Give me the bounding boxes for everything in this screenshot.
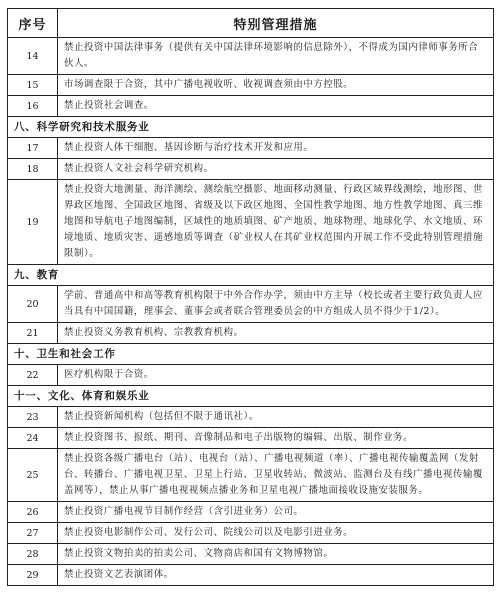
row-measure-text: 学前、普通高中和高等教育机构限于中外合作办学，须由中方主导（校长或者主要行政负责人应当具有中国国籍，理事会、董事会或者联合管理委员会的中方组成人员不得少于1/2）。: [58, 286, 494, 323]
section-heading: 八、科学研究和技术服务业: [8, 117, 494, 138]
section-heading-row: [8, 265, 494, 286]
row-measure-text: 市场调查限于合资，其中广播电视收听、收视调查须由中方控股。: [58, 75, 494, 96]
table-row: [8, 428, 494, 449]
row-measure-text: 禁止投资各级广播电台（站）、电视台（站）、广播电视频道（率）、广播电视传输覆盖网（发射台、转播台、广播电视卫星、卫星上行站、卫星收转站、微波站、监测台及有线广播电视传输覆盖网等），禁止从事广播电视视频点播业务和卫星电视广播地面接收设施安装服务。: [58, 449, 494, 502]
table-row: [8, 75, 494, 96]
table-row: [8, 286, 494, 323]
table-row: [8, 407, 494, 428]
row-serial-number: 14: [8, 38, 58, 75]
row-measure-text: 禁止投资文艺表演团体。: [58, 565, 494, 586]
row-serial-number: 23: [8, 407, 58, 428]
table-row: [8, 38, 494, 75]
table-row: [8, 449, 494, 502]
row-serial-number: 27: [8, 523, 58, 544]
row-serial-number: 22: [8, 365, 58, 386]
row-measure-text: 禁止投资大地测量、海洋测绘、测绘航空摄影、地面移动测量、行政区域界线测绘，地形图、世界政区地图、全国政区地图、省级及以下政区地图、全国性教学地图、地方性教学地图、真三维地图和导航电子地图编制，区域性的地质填图、矿产地质、地球物理、地球化学、水文地质、环境地质、地质灾害、遥感地质等调查（矿业权人在其矿业权范围内开展工作不受此特别管理措施限制）。: [58, 180, 494, 265]
row-serial-number: 19: [8, 180, 58, 265]
row-measure-text: 禁止投资新闻机构（包括但不限于通讯社）。: [58, 407, 494, 428]
section-heading-row: [8, 117, 494, 138]
table-row: [8, 565, 494, 586]
row-serial-number: 28: [8, 544, 58, 565]
table-row: [8, 323, 494, 344]
table-row: [8, 159, 494, 180]
row-serial-number: 16: [8, 96, 58, 117]
row-measure-text: 医疗机构限于合资。: [58, 365, 494, 386]
row-serial-number: 17: [8, 138, 58, 159]
section-heading: 十、卫生和社会工作: [8, 344, 494, 365]
table-body: [8, 38, 494, 586]
row-serial-number: 29: [8, 565, 58, 586]
table-row: [8, 365, 494, 386]
row-measure-text: 禁止投资中国法律事务（提供有关中国法律环境影响的信息除外），不得成为国内律师事务所合伙人。: [58, 38, 494, 75]
table-row: [8, 96, 494, 117]
section-heading: 九、教育: [8, 265, 494, 286]
table-header-row: [8, 9, 494, 38]
row-measure-text: 禁止投资广播电视节目制作经营（含引进业务）公司。: [58, 502, 494, 523]
table-row: [8, 138, 494, 159]
document-page: [7, 8, 493, 586]
row-measure-text: 禁止投资义务教育机构、宗教教育机构。: [58, 323, 494, 344]
header-special-measures: 特别管理措施: [58, 9, 494, 38]
row-serial-number: 25: [8, 449, 58, 502]
row-serial-number: 26: [8, 502, 58, 523]
section-heading-row: [8, 344, 494, 365]
row-measure-text: 禁止投资人文社会科学研究机构。: [58, 159, 494, 180]
row-measure-text: 禁止投资文物拍卖的拍卖公司、文物商店和国有文物博物馆。: [58, 544, 494, 565]
row-serial-number: 18: [8, 159, 58, 180]
row-serial-number: 20: [8, 286, 58, 323]
row-serial-number: 21: [8, 323, 58, 344]
section-heading: 十一、文化、体育和娱乐业: [8, 386, 494, 407]
row-serial-number: 24: [8, 428, 58, 449]
row-measure-text: 禁止投资人体干细胞、基因诊断与治疗技术开发和应用。: [58, 138, 494, 159]
table-row: [8, 502, 494, 523]
table-row: [8, 544, 494, 565]
table-row: [8, 523, 494, 544]
row-measure-text: 禁止投资社会调查。: [58, 96, 494, 117]
row-measure-text: 禁止投资电影制作公司、发行公司、院线公司以及电影引进业务。: [58, 523, 494, 544]
row-measure-text: 禁止投资图书、报纸、期刊、音像制品和电子出版物的编辑、出版、制作业务。: [58, 428, 494, 449]
row-serial-number: 15: [8, 75, 58, 96]
section-heading-row: [8, 386, 494, 407]
special-measures-table: [7, 8, 494, 586]
table-row: [8, 180, 494, 265]
header-serial-number: 序号: [8, 9, 58, 38]
